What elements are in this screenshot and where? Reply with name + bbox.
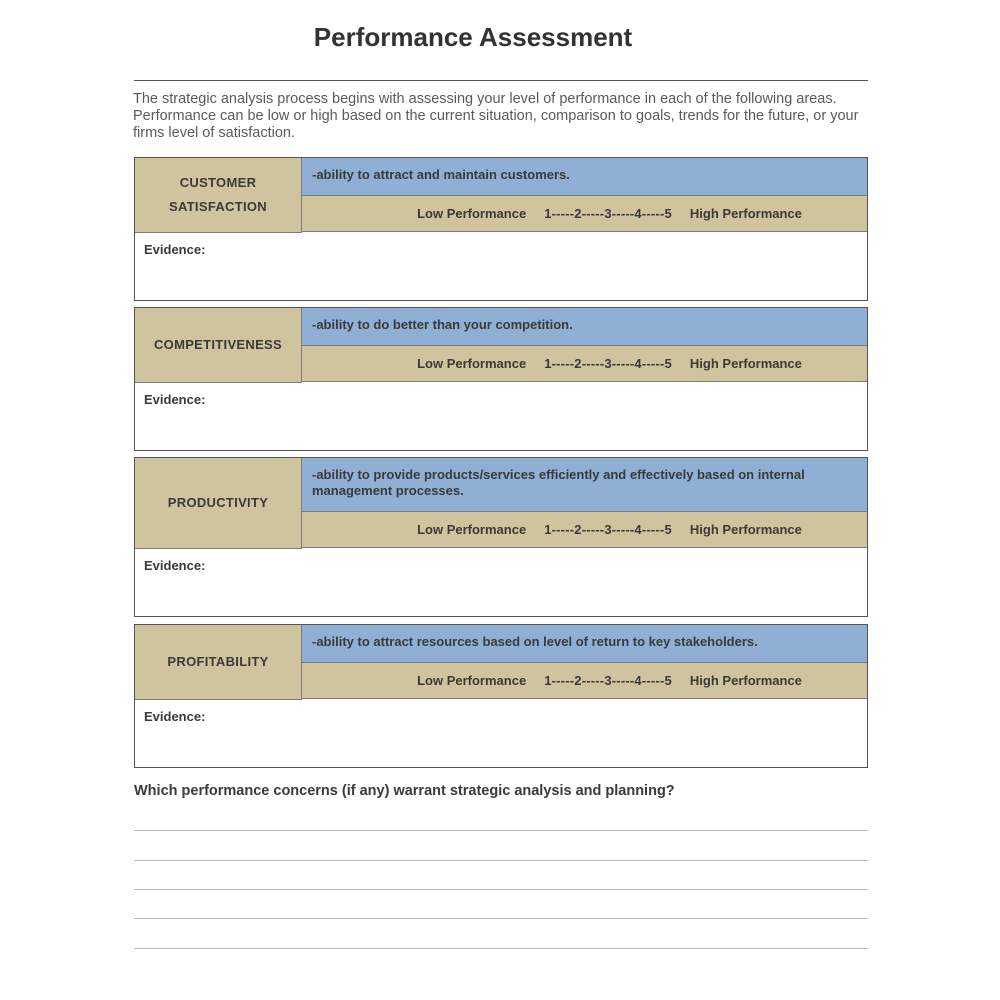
evidence-field[interactable]: Evidence: — [144, 392, 206, 407]
performance-scale[interactable] — [302, 346, 867, 382]
section-label-line1: COMPETITIVENESS — [153, 337, 283, 352]
scale-numbers[interactable]: 1-----2-----3-----4-----5 — [544, 673, 672, 688]
scale-low-label: Low Performance — [417, 206, 527, 221]
answer-line-1[interactable] — [134, 830, 868, 831]
scale-low-label: Low Performance — [417, 356, 527, 371]
answer-line-2[interactable] — [134, 860, 868, 861]
scale-high-label: High Performance — [689, 522, 802, 537]
section-description: -ability to attract and maintain customers. — [302, 158, 867, 196]
page-title: Performance Assessment — [313, 22, 633, 52]
scale-numbers[interactable]: 1-----2-----3-----4-----5 — [544, 522, 672, 537]
section-productivity — [134, 457, 868, 617]
scale-high-label: High Performance — [689, 673, 802, 688]
scale-high-label: High Performance — [689, 206, 802, 221]
section-profitability — [134, 624, 868, 768]
section-description: -ability to attract resources based on level of return to key stakeholders. — [302, 625, 867, 663]
section-label-line1: PROFITABILITY — [167, 654, 269, 669]
answer-line-4[interactable] — [134, 918, 868, 919]
section-label-line1: CUSTOMER — [179, 175, 257, 190]
section-label-line2: SATISFACTION — [169, 199, 267, 214]
performance-scale[interactable] — [302, 512, 867, 548]
evidence-field[interactable]: Evidence: — [144, 558, 206, 573]
section-label — [135, 625, 302, 700]
scale-low-label: Low Performance — [417, 522, 527, 537]
section-description: -ability to do better than your competition. — [302, 308, 867, 346]
section-label — [135, 458, 302, 549]
section-customer-satisfaction — [134, 157, 868, 301]
section-label — [135, 308, 302, 383]
title-divider — [134, 80, 868, 81]
answer-line-5[interactable] — [134, 948, 868, 949]
scale-numbers[interactable]: 1-----2-----3-----4-----5 — [544, 356, 672, 371]
section-description: -ability to provide products/services efficiently and effectively based on internal management processes. — [302, 458, 867, 512]
evidence-field[interactable]: Evidence: — [144, 709, 206, 724]
evidence-field[interactable]: Evidence: — [144, 242, 206, 257]
scale-low-label: Low Performance — [417, 673, 527, 688]
planning-question: Which performance concerns (if any) warrant strategic analysis and planning? — [134, 783, 675, 799]
performance-scale[interactable] — [302, 196, 867, 232]
performance-scale[interactable] — [302, 663, 867, 699]
intro-paragraph: The strategic analysis process begins with assessing your level of performance in each of the following areas. Performance can be low or high based on the current situation, comparison to goals, trends for the future, or your firms level of satisfaction. — [133, 91, 859, 141]
section-label — [135, 158, 302, 233]
section-competitiveness — [134, 307, 868, 451]
answer-line-3[interactable] — [134, 889, 868, 890]
scale-numbers[interactable]: 1-----2-----3-----4-----5 — [544, 206, 672, 221]
section-label-line1: PRODUCTIVITY — [167, 495, 269, 510]
scale-high-label: High Performance — [689, 356, 802, 371]
